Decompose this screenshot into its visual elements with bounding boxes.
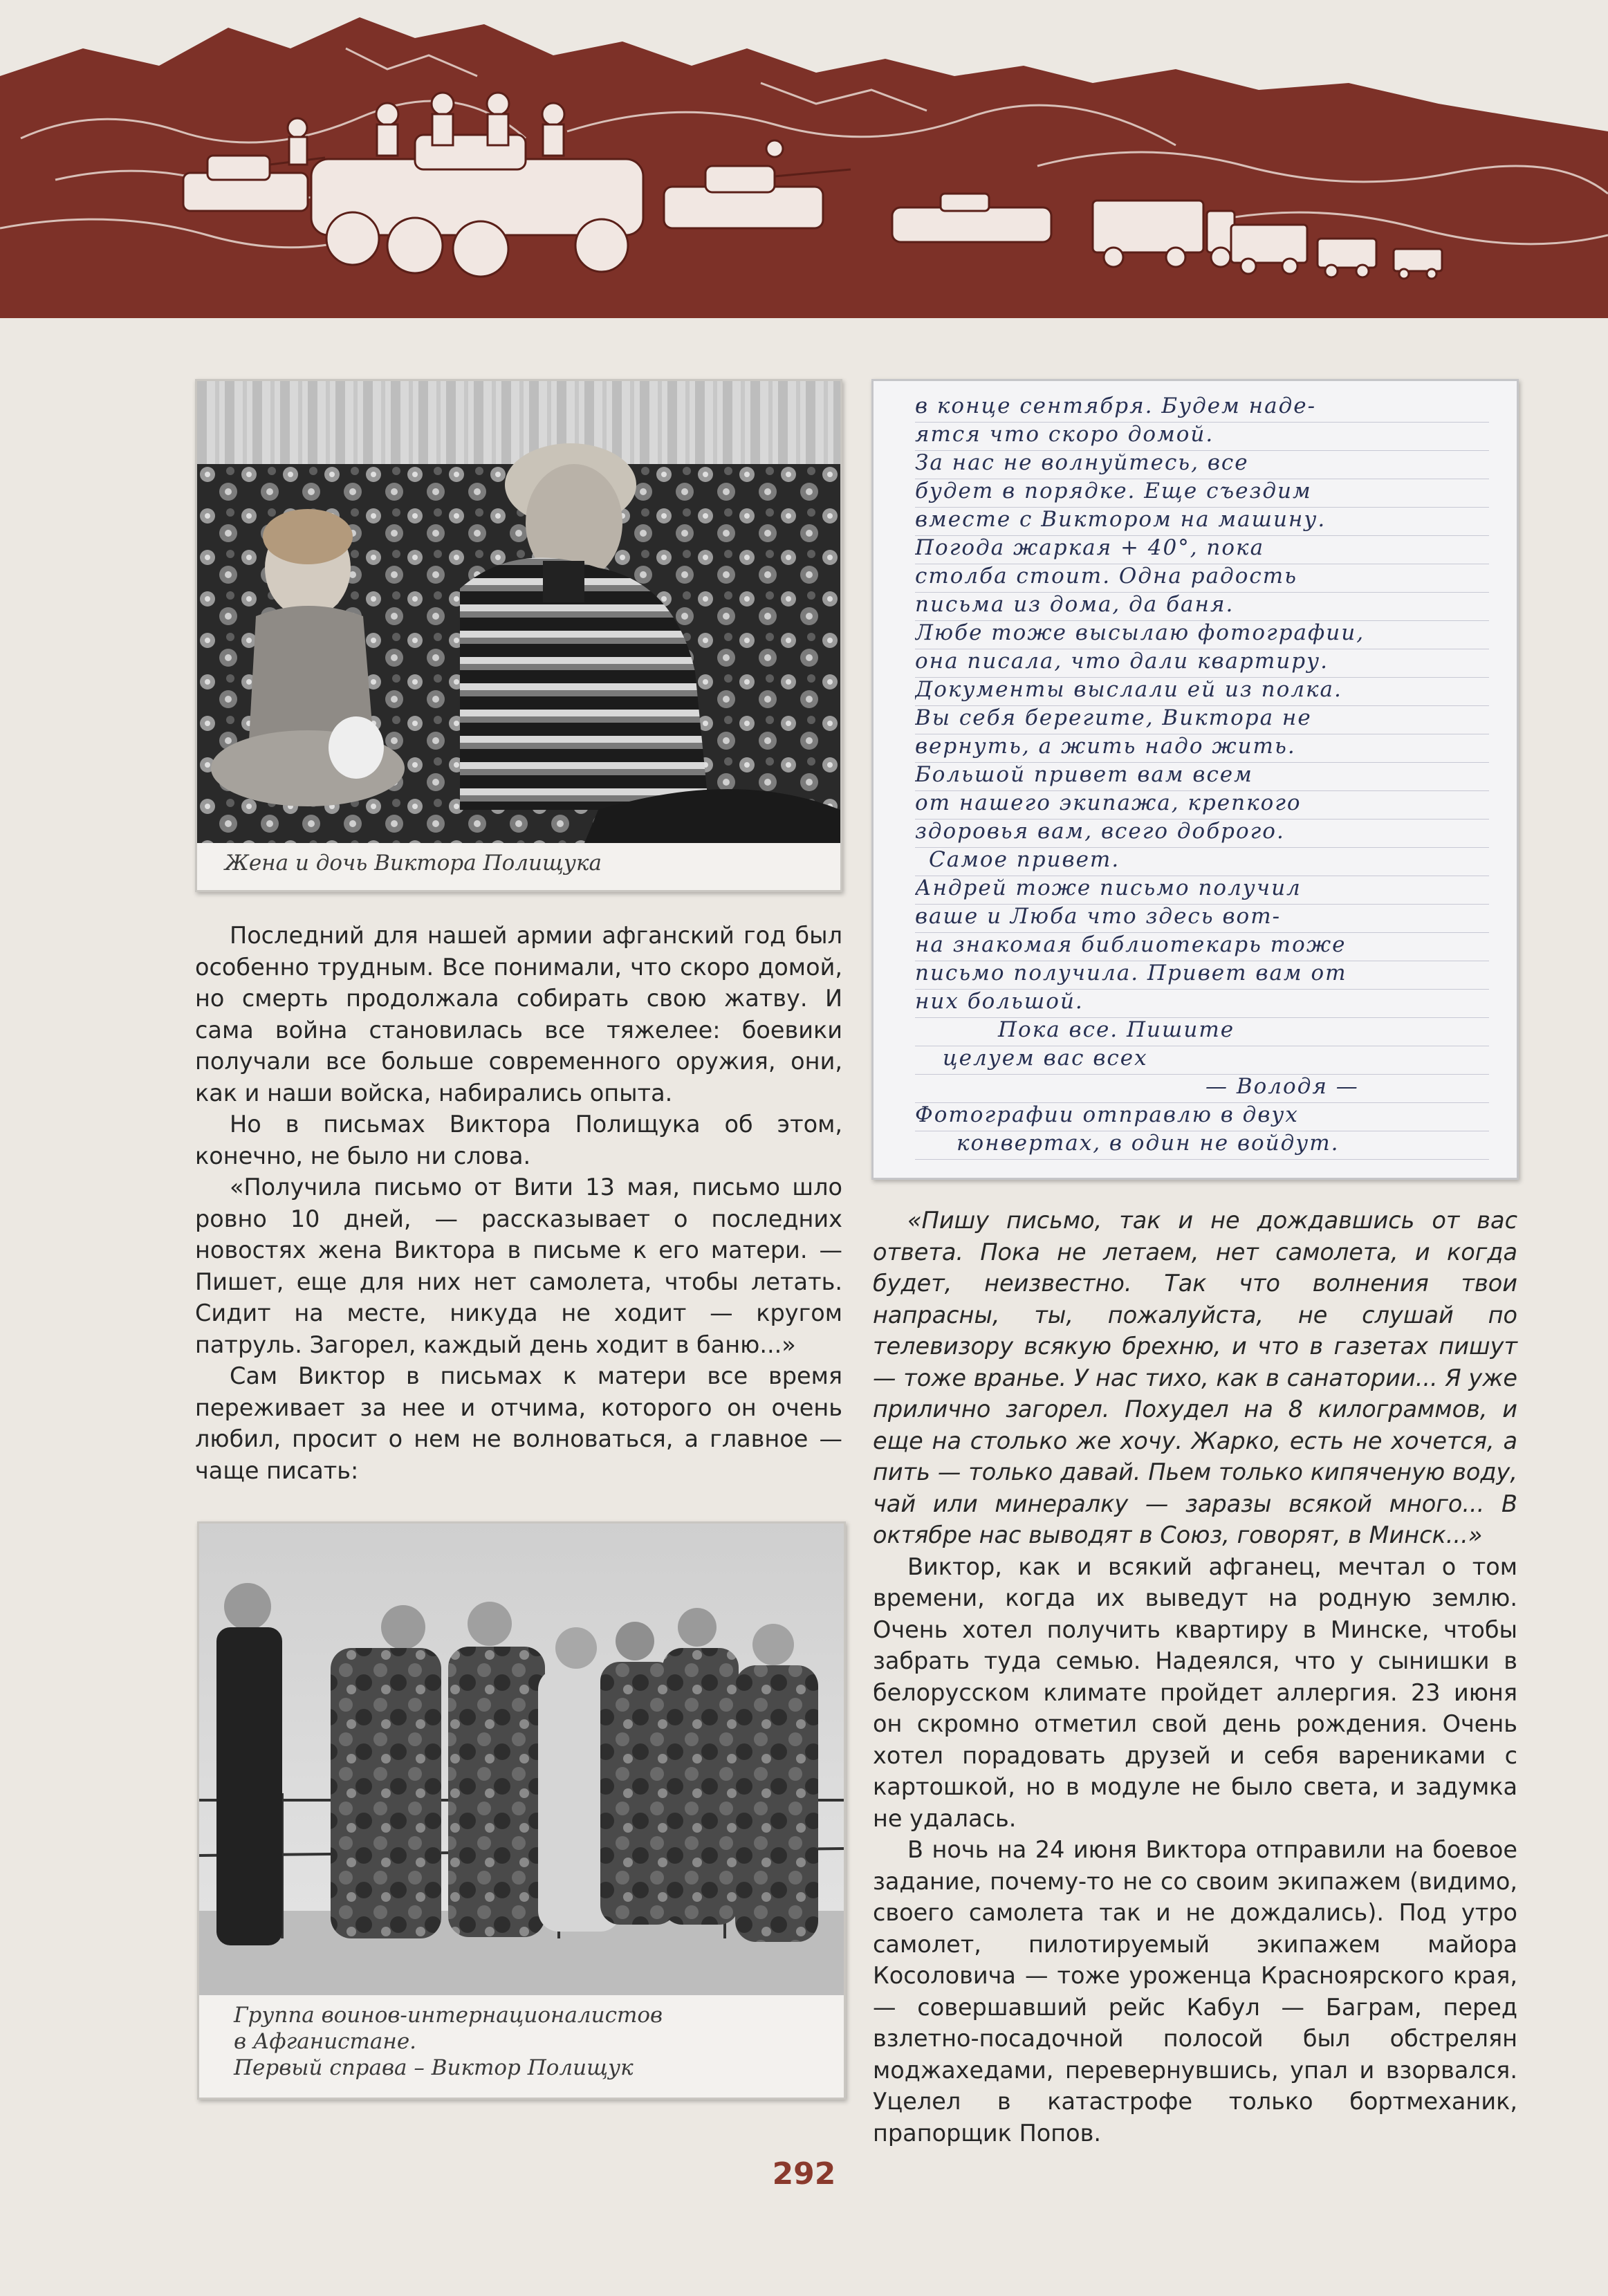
photo-wife-daughter-caption [197,850,840,876]
letter-line: Документы выслали ей из полка. [915,677,1489,706]
photo-soldiers-frame [197,1521,846,2100]
letter-line: Фотографии отправлю в двух [915,1102,1489,1131]
paragraph: Но в письмах Виктора Полищука об этом, конечно, не было ни слова. [195,1111,842,1169]
letter-line: конвертах, в один не войдут. [915,1131,1489,1160]
letter-line: на знакомая библиотекарь тоже [915,932,1489,961]
letter-line: ятся что скоро домой. [915,422,1489,451]
right-column-text [873,1205,1517,2149]
letter-line: вернуть, а жить надо жить. [915,734,1489,763]
paragraph: Сам Виктор в письмах к матери все время переживает за нее и отчима, которого он очень любил, просит о нем не волноваться, а главное — чаще писать: [195,1362,842,1484]
quote-paragraph: «Пишу письмо, так и не дождавшись от вас ответа. Пока не летаем, нет самолета, и когда будет, неизвестно. Так что волнения твои напрасны, ты, пожалуйста, не слушай по телевизору всякую брехню, и что в газетах пишут — тоже вранье. У нас тихо, как в санатории... Я уже прилично загорел. Похудел на 8 килограммов, и еще на столько же хочу. Жарко, есть не хочется, а пить — только давай. Пьем только кипяченую воду, чай или минералку — заразы всякой много... В октябре нас выводят в Союз, говорят, в Минск...» [873,1207,1517,1548]
paragraph: Последний для нашей армии афганский год был особенно трудным. Все понимали, что скоро домой, но смерть продолжала собирать свою жатву. И сама война становилась все тяжелее: боевики получали все больше современного оружия, они, как и наши войска, набирались опыта. [195,922,842,1107]
letter-line: вместе с Виктором на машину. [915,507,1489,536]
letter-line: Вы себя берегите, Виктора не [915,705,1489,734]
caption-line: Группа воинов-интернационалистов [234,2003,663,2028]
caption-line: в Афганистане. [234,2029,417,2054]
photo-soldiers-caption [199,2002,844,2081]
photo-wife-daughter-image [197,381,840,843]
caption-line: Жена и дочь Виктора Полищука [225,851,602,876]
letter-line: письма из дома, да баня. [915,592,1489,621]
left-column-text [195,920,842,1486]
letter-line: здоровья вам, всего доброго. [915,819,1489,848]
page-number: 292 [772,2156,836,2192]
letter-line: Самое привет. [915,847,1489,876]
letter-line: она писала, что дали квартиру. [915,649,1489,678]
letter-line: — Володя — [915,1074,1489,1103]
caption-line: Первый справа – Виктор Полищук [234,2055,634,2080]
letter-line: Большой привет вам всем [915,762,1489,791]
letter-line: Андрей тоже письмо получил [915,876,1489,905]
photo-soldiers-image [199,1524,844,1995]
handwritten-letter [871,379,1519,1180]
letter-line: от нашего экипажа, крепкого [915,790,1489,820]
paragraph: Виктор, как и всякий афганец, мечтал о том времени, когда их выведут на родную землю. Очень хотел получить квартиру в Минске, чтобы забрать туда семью. Надеялся, что у сынишки в белорусском климате пройдет аллергия. 23 июня он скромно отметил свой день рождения. Очень хотел порадовать друзей и себя варениками с картошкой, но в модуле не было света, и задумка не удалась. [873,1553,1517,1832]
paragraph: «Получила письмо от Вити 13 мая, письмо шло ровно 10 дней, — рассказывает о последних новостях жена Виктора в письме к его матери. — Пишет, еще для них нет самолета, чтобы летать. Сидит на месте, никуда не ходит — кругом патруль. Загорел, каждый день ходит в баню...» [195,1174,842,1358]
header-banner-illustration [0,0,1608,318]
letter-line: Погода жаркая + 40°, пока [915,535,1489,564]
photo-wife-daughter-frame [195,379,842,892]
letter-line: целуем вас всех [915,1046,1489,1075]
letter-line: в конце сентября. Будем наде- [915,394,1489,423]
letter-line: За нас не волнуйтесь, все [915,450,1489,479]
paragraph: В ночь на 24 июня Виктора отправили на боевое задание, почему-то не со своим экипажем (видимо, своего самолета так и не дождались). Под утро самолет, пилотируемый экипажем майора Косоловича — тоже уроженца Красноярского края, — совершавший рейс Кабул — Баграм, перед взлетно-посадочной полосой был обстрелян моджахедами, перевернувшись, упал и взорвался. Уцелел в катастрофе только бортмеханик, прапорщик Попов. [873,1836,1517,2147]
letter-line: них большой. [915,989,1489,1018]
letter-line: ваше и Люба что здесь вот- [915,904,1489,933]
letter-line: письмо получила. Привет вам от [915,961,1489,990]
letter-line: столба стоит. Одна радость [915,564,1489,593]
letter-line: Пока все. Пишите [915,1017,1489,1046]
letter-line: Любе тоже высылаю фотографии, [915,620,1489,649]
letter-line: будет в порядке. Еще съездим [915,479,1489,508]
